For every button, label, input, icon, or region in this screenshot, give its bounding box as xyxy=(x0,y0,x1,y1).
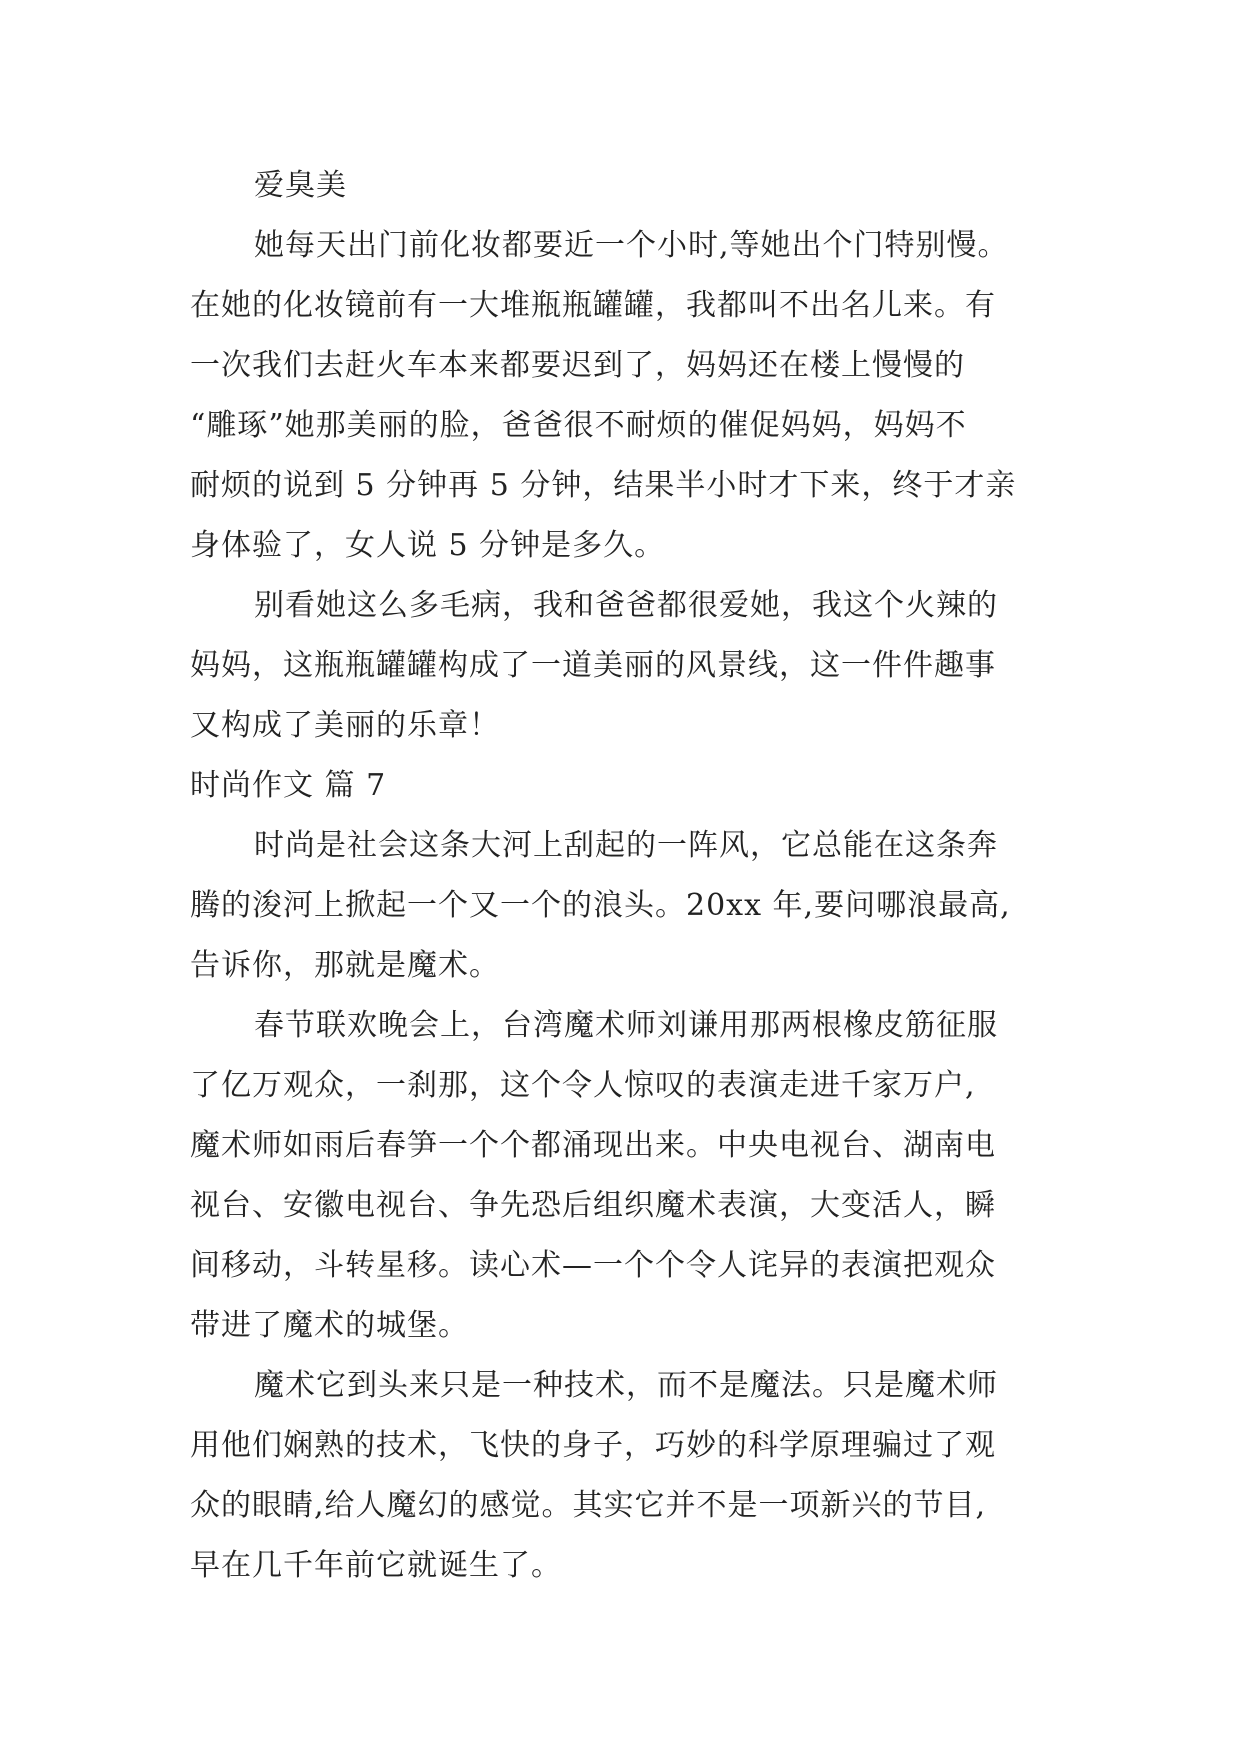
text-line: 众的眼睛,给人魔幻的感觉。其实它并不是一项新兴的节目, xyxy=(190,1488,987,1523)
text-line: 间移动，斗转星移。读心术—一个个令人诧异的表演把观众 xyxy=(190,1248,996,1283)
text-line: 早在几千年前它就诞生了。 xyxy=(190,1548,562,1583)
text-line: 一次我们去赶火车本来都要迟到了，妈妈还在楼上慢慢的 xyxy=(190,348,965,383)
text-line: 别看她这么多毛病，我和爸爸都很爱她，我这个火辣的 xyxy=(254,588,998,623)
text-line: 视台、安徽电视台、争先恐后组织魔术表演，大变活人，瞬 xyxy=(190,1188,996,1223)
paragraph-heading: 爱臭美 xyxy=(254,168,347,203)
text-line: 带进了魔术的城堡。 xyxy=(190,1308,469,1343)
text-line: 耐烦的说到 5 分钟再 5 分钟，结果半小时才下来，终于才亲 xyxy=(190,468,1017,503)
text-line: “雕琢”她那美丽的脸，爸爸很不耐烦的催促妈妈，妈妈不 xyxy=(190,408,967,443)
text-line: 春节联欢晚会上，台湾魔术师刘谦用那两根橡皮筋征服 xyxy=(254,1008,998,1043)
text-line: 告诉你，那就是魔术。 xyxy=(190,948,500,983)
text-line: 了亿万观众，一刹那，这个令人惊叹的表演走进千家万户, xyxy=(190,1068,976,1103)
text-line: 腾的浚河上掀起一个又一个的浪头。20xx 年,要问哪浪最高, xyxy=(190,888,1011,923)
text-line: 时尚是社会这条大河上刮起的一阵风，它总能在这条奔 xyxy=(254,828,998,863)
text-line: 她每天出门前化妆都要近一个小时,等她出个门特别慢。 xyxy=(254,228,1009,263)
text-line: 妈妈，这瓶瓶罐罐构成了一道美丽的风景线，这一件件趣事 xyxy=(190,648,996,683)
text-line: 魔术师如雨后春笋一个个都涌现出来。中央电视台、湖南电 xyxy=(190,1128,996,1163)
document-body xyxy=(190,156,1060,1596)
text-line: 用他们娴熟的技术，飞快的身子，巧妙的科学原理骗过了观 xyxy=(190,1428,996,1463)
text-line: 身体验了，女人说 5 分钟是多久。 xyxy=(190,528,666,563)
text-line: 魔术它到头来只是一种技术，而不是魔法。只是魔术师 xyxy=(254,1368,998,1403)
section-title: 时尚作文 篇 7 xyxy=(190,768,387,803)
text-line: 在她的化妆镜前有一大堆瓶瓶罐罐，我都叫不出名儿来。有 xyxy=(190,288,996,323)
text-line: 又构成了美丽的乐章！ xyxy=(190,708,500,743)
